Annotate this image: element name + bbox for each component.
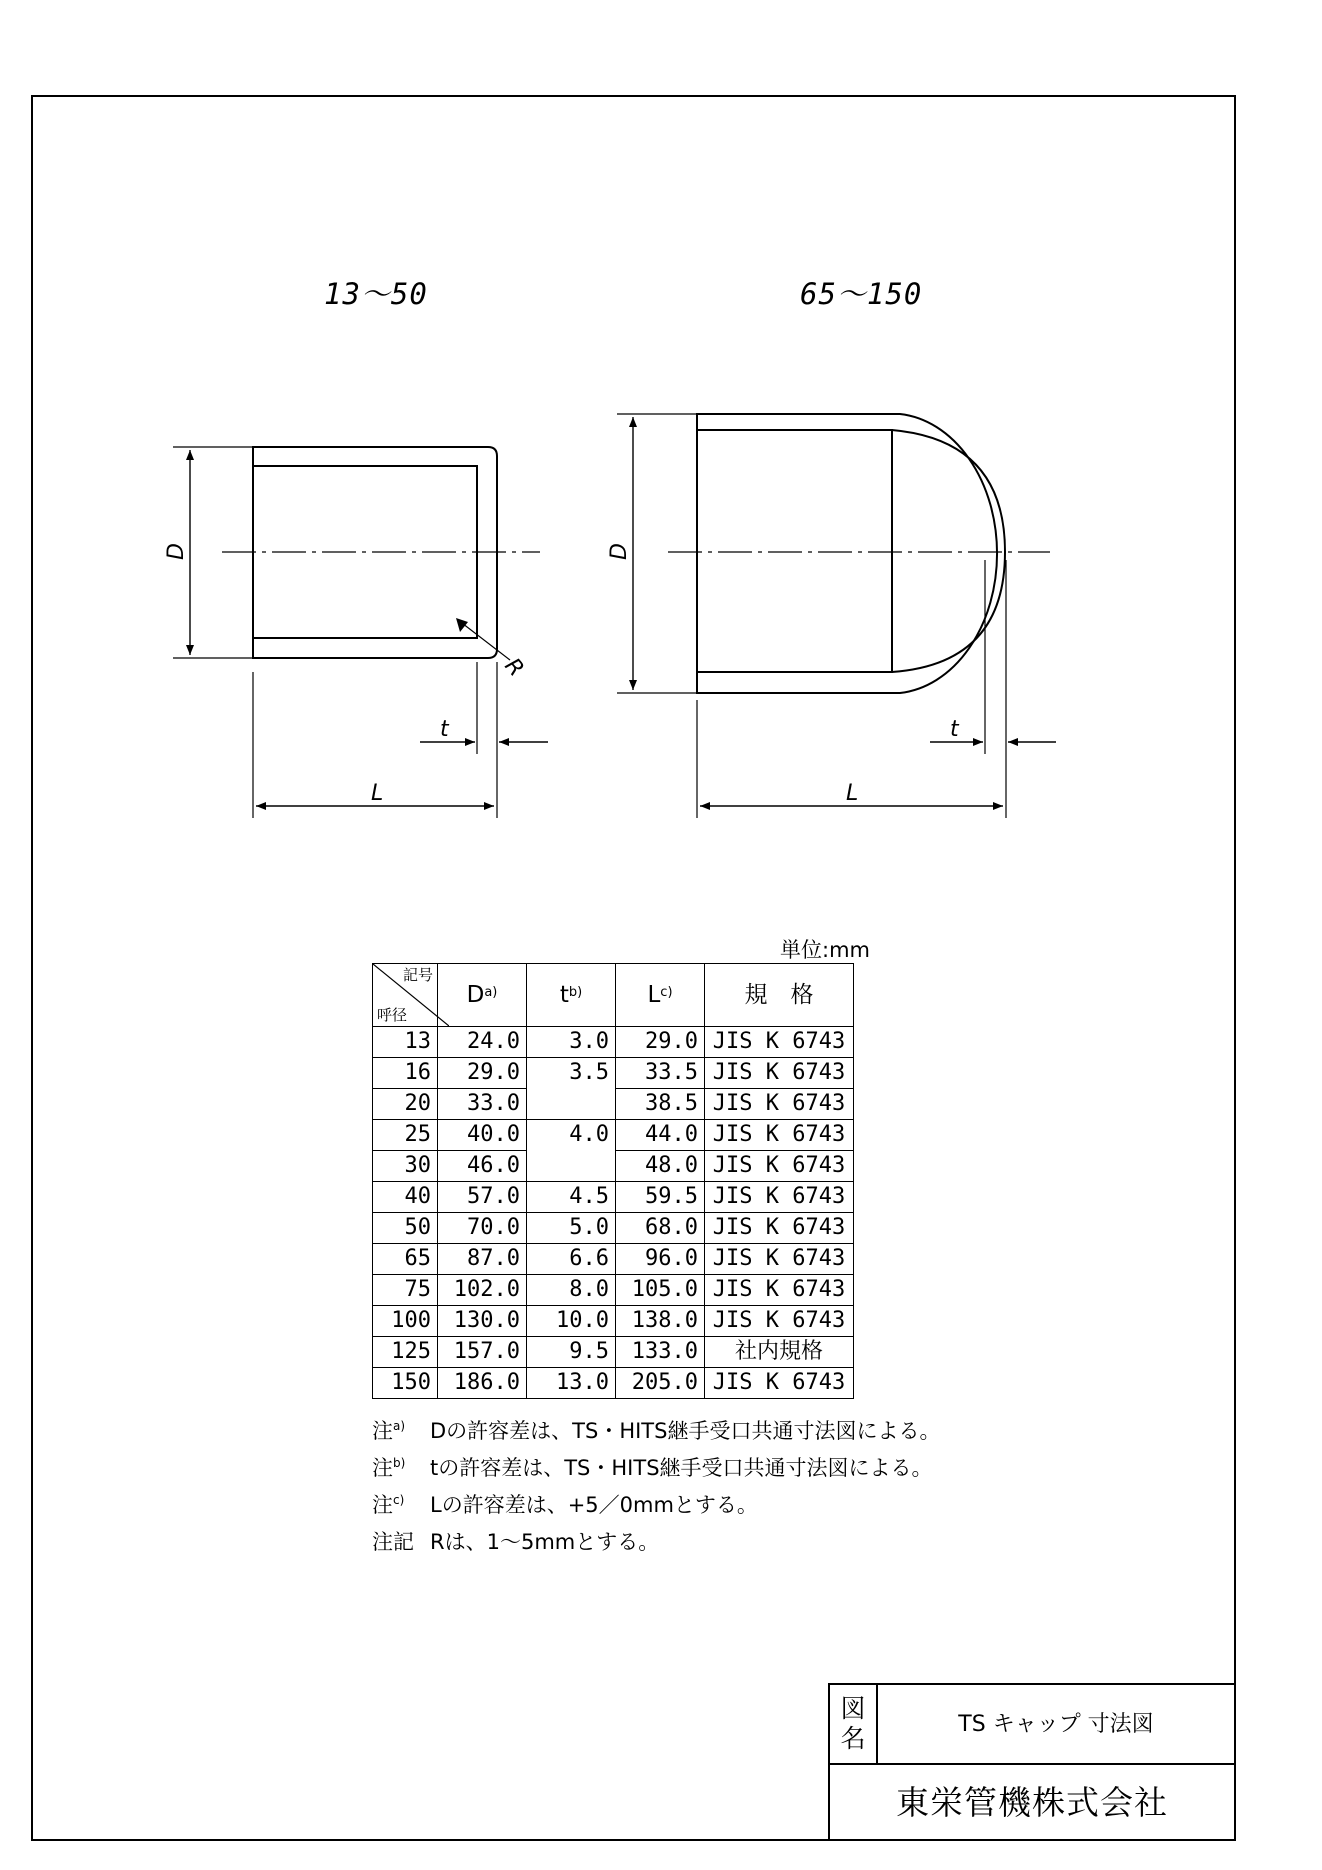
t-value-cell: 4.5: [527, 1182, 616, 1213]
standard-cell: JIS K 6743: [705, 1182, 854, 1213]
table-row: [373, 1213, 854, 1244]
l-value-cell: 105.0: [616, 1275, 705, 1306]
small-cap-figure: [173, 447, 548, 818]
small-r-label: R: [499, 653, 529, 682]
nominal-size-cell: 50: [373, 1213, 438, 1244]
l-value-cell: 48.0: [616, 1151, 705, 1182]
d-value-cell: 24.0: [438, 1027, 527, 1058]
nominal-size-cell: 40: [373, 1182, 438, 1213]
l-value-cell: 44.0: [616, 1120, 705, 1151]
table-row: [373, 1027, 854, 1058]
t-value-cell: 3.5: [527, 1058, 616, 1120]
table-row: [373, 1120, 854, 1151]
table-header-row: [373, 964, 854, 1027]
header-t: $t^{b)}$: [527, 964, 616, 1027]
l-value-cell: 33.5: [616, 1058, 705, 1089]
t-value-cell: 10.0: [527, 1306, 616, 1337]
unit-label: 単位:mm: [780, 938, 870, 962]
d-value-cell: 87.0: [438, 1244, 527, 1275]
d-value-cell: 46.0: [438, 1151, 527, 1182]
t-value-cell: 9.5: [527, 1337, 616, 1368]
large-t-label: t: [950, 717, 959, 742]
large-l-label: L: [846, 781, 859, 806]
l-value-cell: 38.5: [616, 1089, 705, 1120]
corner-size-label: 呼径: [377, 1006, 408, 1024]
d-value-cell: 130.0: [438, 1306, 527, 1337]
t-value-cell: 6.6: [527, 1244, 616, 1275]
standard-cell: JIS K 6743: [705, 1275, 854, 1306]
small-t-label: t: [440, 717, 449, 742]
table-row: [373, 1182, 854, 1213]
standard-cell: JIS K 6743: [705, 1089, 854, 1120]
drawing-name-label: 図 名: [828, 1683, 878, 1763]
d-value-cell: 40.0: [438, 1120, 527, 1151]
large-d-label: D: [607, 543, 632, 560]
nominal-size-cell: 150: [373, 1368, 438, 1399]
drawing-name: TS キャップ 寸法図: [878, 1683, 1234, 1763]
d-value-cell: 70.0: [438, 1213, 527, 1244]
dimension-table: [372, 963, 854, 1399]
small-range-label: 13～50: [324, 277, 428, 311]
table-row: [373, 1058, 854, 1089]
company-name: 東栄管機株式会社: [828, 1763, 1234, 1839]
l-value-cell: 205.0: [616, 1368, 705, 1399]
nominal-size-cell: 16: [373, 1058, 438, 1089]
table-row: [373, 1306, 854, 1337]
standard-cell: JIS K 6743: [705, 1027, 854, 1058]
standard-cell: JIS K 6743: [705, 1244, 854, 1275]
standard-cell: JIS K 6743: [705, 1368, 854, 1399]
l-value-cell: 133.0: [616, 1337, 705, 1368]
note-line: 注$^{c)}$ Lの許容差は、+5／0mmとする。: [372, 1493, 758, 1517]
standard-cell: 社内規格: [705, 1337, 854, 1368]
l-value-cell: 68.0: [616, 1213, 705, 1244]
note-line: 注$^{a)}$ Dの許容差は、TS・HITS継手受口共通寸法図による。: [372, 1419, 941, 1443]
l-value-cell: 96.0: [616, 1244, 705, 1275]
d-value-cell: 157.0: [438, 1337, 527, 1368]
t-value-cell: 3.0: [527, 1027, 616, 1058]
title-block: [828, 1683, 1234, 1839]
large-cap-figure: [617, 414, 1056, 818]
l-value-cell: 138.0: [616, 1306, 705, 1337]
t-value-cell: 4.0: [527, 1120, 616, 1182]
table-row: [373, 1275, 854, 1306]
nominal-size-cell: 30: [373, 1151, 438, 1182]
d-value-cell: 57.0: [438, 1182, 527, 1213]
nominal-size-cell: 100: [373, 1306, 438, 1337]
nominal-size-cell: 13: [373, 1027, 438, 1058]
header-d: $D^{a)}$: [438, 964, 527, 1027]
nominal-size-cell: 65: [373, 1244, 438, 1275]
note-line: 注$^{b)}$ tの許容差は、TS・HITS継手受口共通寸法図による。: [372, 1456, 933, 1480]
notes-block: [372, 1410, 940, 1558]
t-value-cell: 5.0: [527, 1213, 616, 1244]
header-l: $L^{c)}$: [616, 964, 705, 1027]
l-value-cell: 59.5: [616, 1182, 705, 1213]
l-value-cell: 29.0: [616, 1027, 705, 1058]
nominal-size-cell: 75: [373, 1275, 438, 1306]
large-range-label: 65～150: [800, 277, 923, 311]
d-value-cell: 29.0: [438, 1058, 527, 1089]
standard-cell: JIS K 6743: [705, 1120, 854, 1151]
standard-cell: JIS K 6743: [705, 1058, 854, 1089]
standard-cell: JIS K 6743: [705, 1306, 854, 1337]
standard-cell: JIS K 6743: [705, 1151, 854, 1182]
table-row: [373, 1337, 854, 1368]
corner-symbol-label: 記号: [402, 966, 433, 984]
small-l-label: L: [371, 781, 384, 806]
small-d-label: D: [164, 543, 189, 560]
t-value-cell: 13.0: [527, 1368, 616, 1399]
d-value-cell: 186.0: [438, 1368, 527, 1399]
note-line: 注記 Rは、1～5mmとする。: [372, 1530, 660, 1554]
table-row: [373, 1244, 854, 1275]
header-standard: 規 格: [705, 964, 854, 1027]
standard-cell: JIS K 6743: [705, 1213, 854, 1244]
nominal-size-cell: 125: [373, 1337, 438, 1368]
d-value-cell: 33.0: [438, 1089, 527, 1120]
table-corner-cell: [373, 964, 438, 1027]
nominal-size-cell: 25: [373, 1120, 438, 1151]
nominal-size-cell: 20: [373, 1089, 438, 1120]
t-value-cell: 8.0: [527, 1275, 616, 1306]
table-row: [373, 1368, 854, 1399]
d-value-cell: 102.0: [438, 1275, 527, 1306]
